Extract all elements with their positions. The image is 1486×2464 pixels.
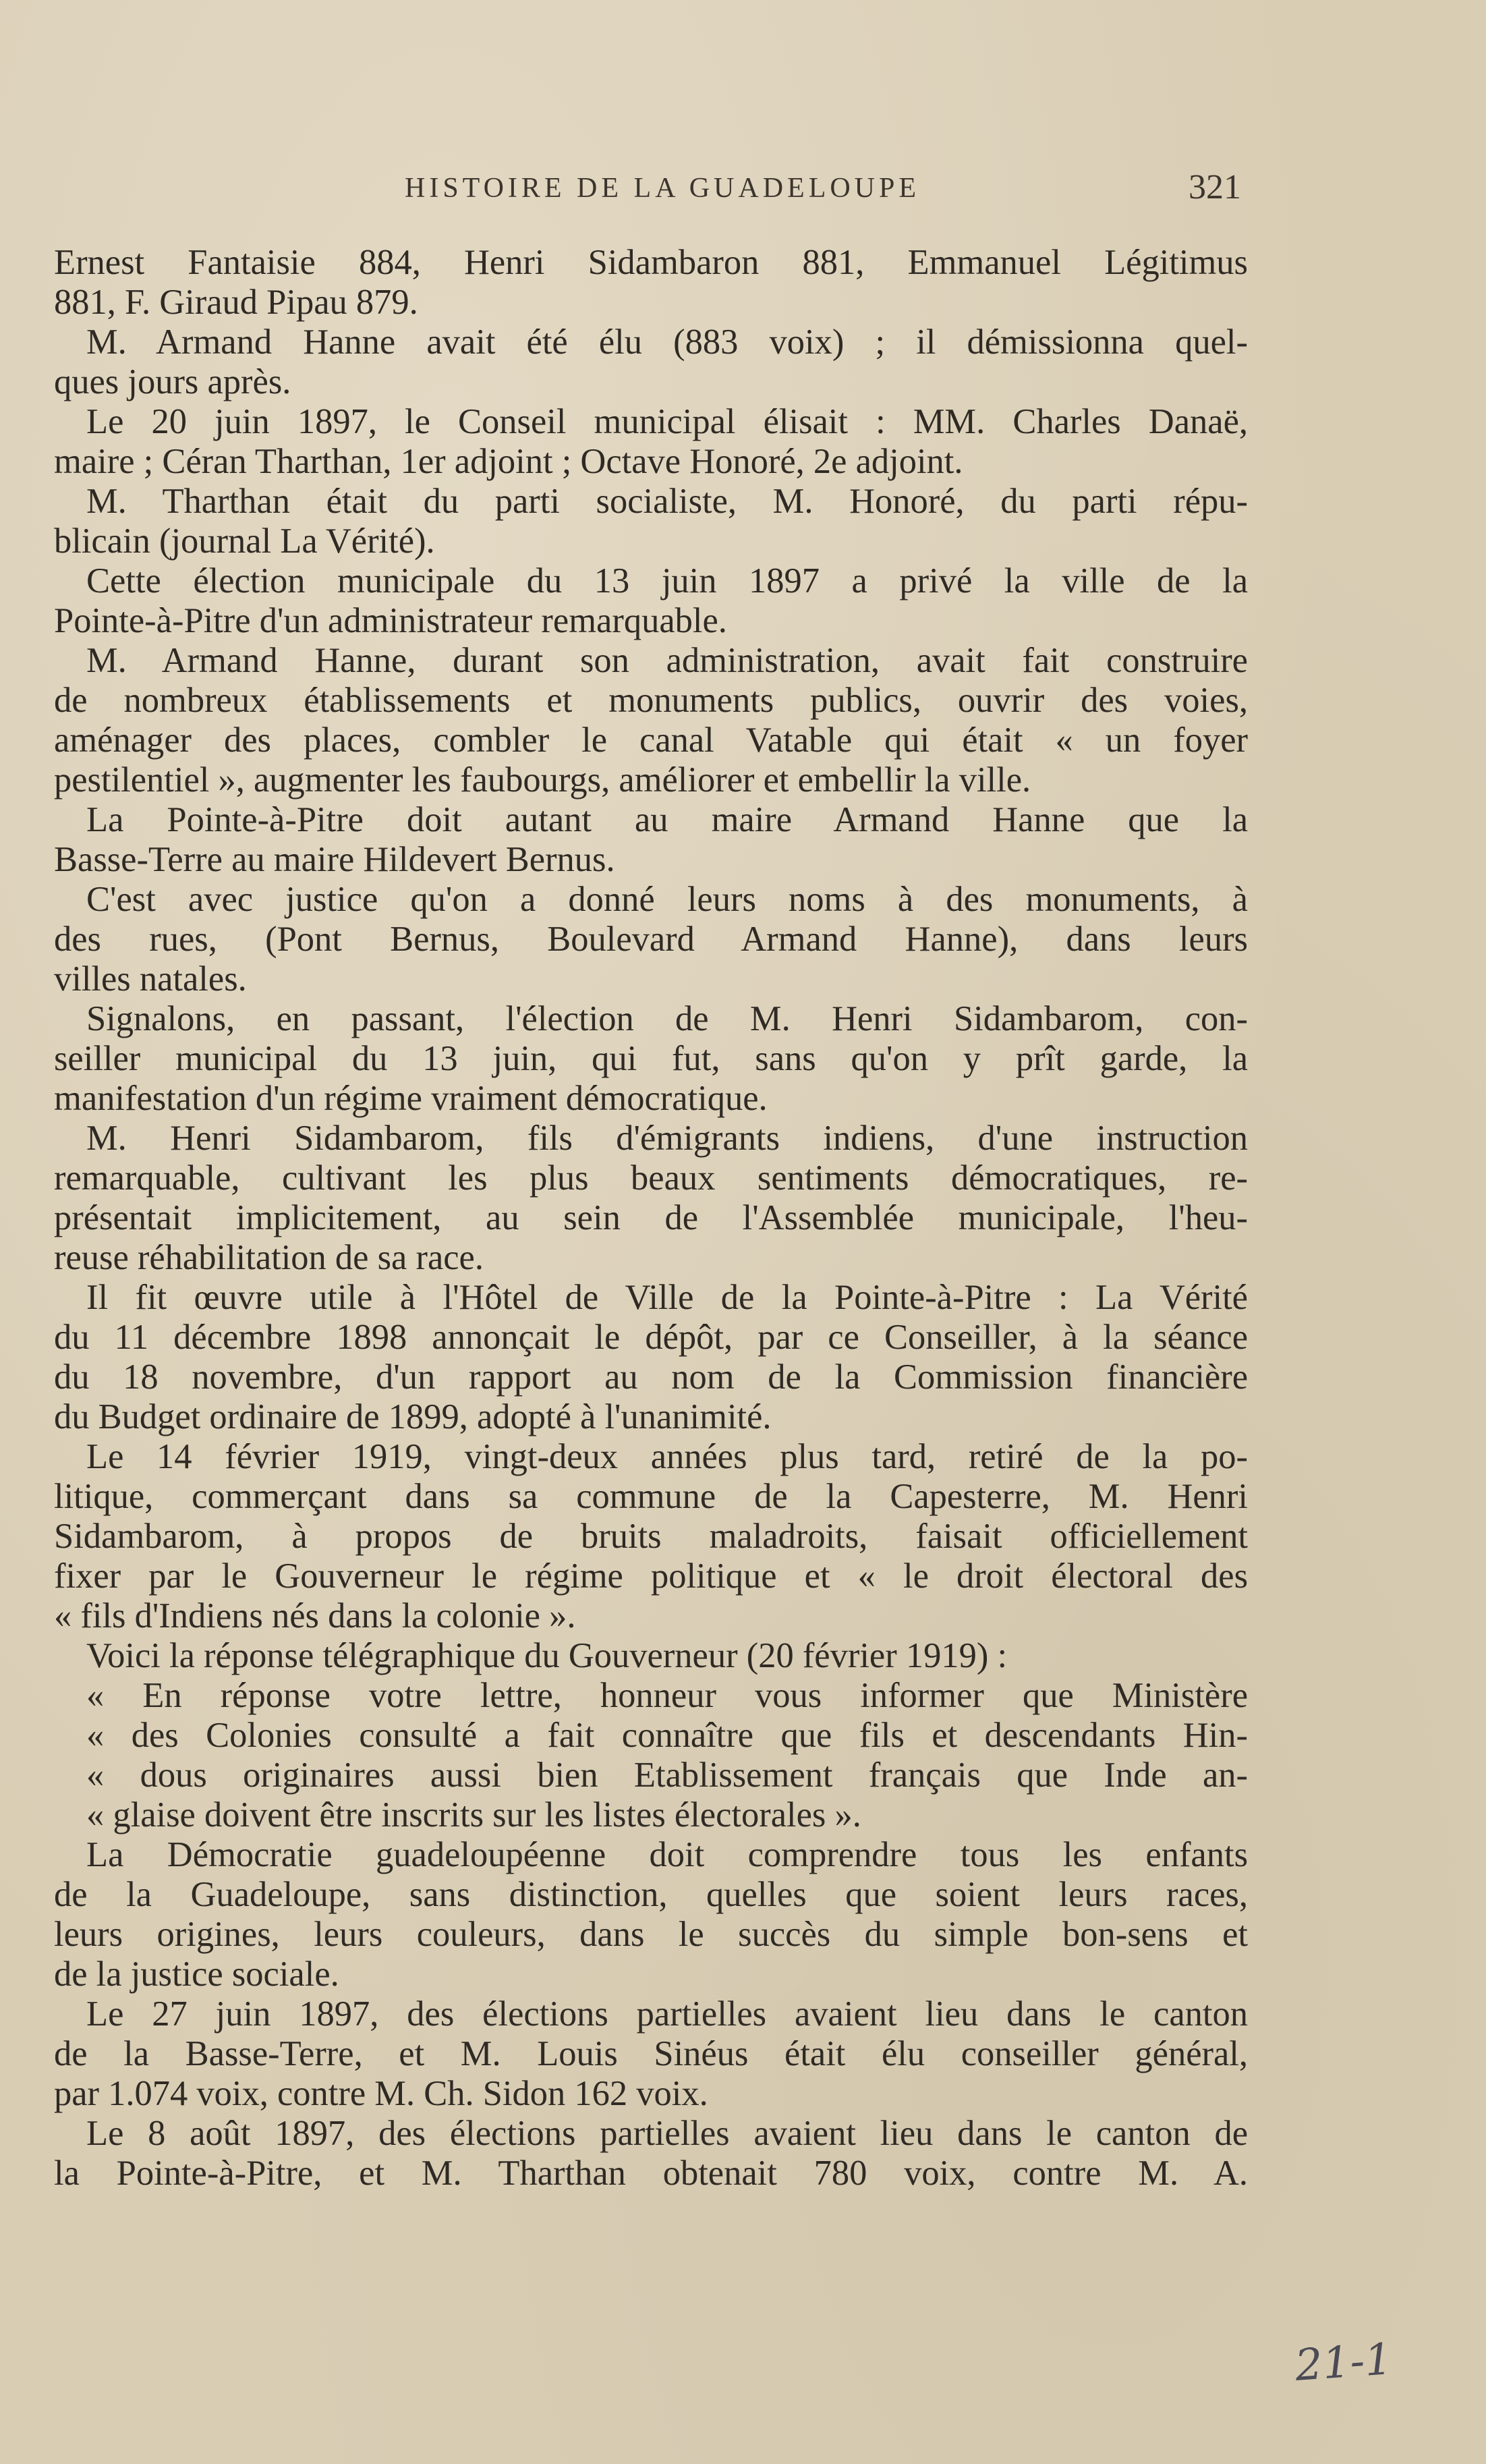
text-line: Le 20 juin 1897, le Conseil municipal élisait : MM. Charles Danaë, <box>86 402 1248 441</box>
text-line: du Budget ordinaire de 1899, adopté à l'unanimité. <box>54 1397 772 1436</box>
text-line: M. Armand Hanne avait été élu (883 voix) ; il démissionna quel- <box>86 323 1248 362</box>
text-line: présentait implicitement, au sein de l'Assemblée municipale, l'heu- <box>54 1198 1248 1237</box>
text-line: fixer par le Gouverneur le régime politique et « le droit électoral des <box>54 1557 1248 1596</box>
text-line: remarquable, cultivant les plus beaux sentiments démocratiques, re- <box>54 1158 1248 1198</box>
text-line: Ernest Fantaisie 884, Henri Sidambaron 881, Emmanuel Légitimus <box>54 243 1248 282</box>
text-line: blicain (journal La Vérité). <box>54 522 435 561</box>
page-number: 321 <box>1189 168 1241 206</box>
text-line: La Démocratie guadeloupéenne doit comprendre tous les enfants <box>86 1835 1248 1874</box>
text-line: reuse réhabilitation de sa race. <box>54 1238 484 1277</box>
text-line: leurs origines, leurs couleurs, dans le succès du simple bon-sens et <box>54 1915 1248 1954</box>
text-line: Le 8 août 1897, des élections partielles avaient lieu dans le canton de <box>86 2114 1248 2153</box>
text-line: La Pointe-à-Pitre doit autant au maire Armand Hanne que la <box>86 800 1248 839</box>
text-line: manifestation d'un régime vraiment démocratique. <box>54 1079 768 1118</box>
text-line: pestilentiel », augmenter les faubourgs, améliorer et embellir la ville. <box>54 760 1031 800</box>
text-line: Il fit œuvre utile à l'Hôtel de Ville de la Pointe-à-Pitre : La Vérité <box>86 1278 1248 1317</box>
text-line: villes natales. <box>54 959 247 999</box>
text-line: 881, F. Giraud Pipau 879. <box>54 283 418 322</box>
text-line: Pointe-à-Pitre d'un administrateur remarquable. <box>54 601 727 640</box>
text-line: « dous originaires aussi bien Etablissement français que Inde an- <box>86 1756 1248 1795</box>
text-line: « fils d'Indiens nés dans la colonie ». <box>54 1596 576 1635</box>
text-line: Sidambarom, à propos de bruits maladroits, faisait officiellement <box>54 1517 1248 1556</box>
text-line: de la Guadeloupe, sans distinction, quelles que soient leurs races, <box>54 1875 1248 1914</box>
body-text <box>54 243 1248 2193</box>
text-line: C'est avec justice qu'on a donné leurs noms à des monuments, à <box>86 880 1248 919</box>
text-line: Voici la réponse télégraphique du Gouverneur (20 février 1919) : <box>86 1636 1008 1675</box>
text-line: Signalons, en passant, l'élection de M. Henri Sidambarom, con- <box>86 999 1248 1038</box>
text-line: la Pointe-à-Pitre, et M. Tharthan obtenait 780 voix, contre M. A. <box>54 2154 1248 2193</box>
text-line: de la Basse-Terre, et M. Louis Sinéus était élu conseiller général, <box>54 2034 1248 2073</box>
text-line: « glaise doivent être inscrits sur les listes électorales ». <box>86 1795 861 1835</box>
text-line: M. Tharthan était du parti socialiste, M. Honoré, du parti répu- <box>86 482 1248 521</box>
text-line: par 1.074 voix, contre M. Ch. Sidon 162 voix. <box>54 2074 708 2113</box>
text-line: du 11 décembre 1898 annonçait le dépôt, par ce Conseiller, à la séance <box>54 1318 1248 1357</box>
text-line: aménager des places, combler le canal Vatable qui était « un foyer <box>54 721 1248 760</box>
text-line: M. Armand Hanne, durant son administration, avait fait construire <box>86 641 1248 680</box>
text-line: de la justice sociale. <box>54 1955 339 1994</box>
text-line: litique, commerçant dans sa commune de la Capesterre, M. Henri <box>54 1477 1248 1516</box>
text-line: de nombreux établissements et monuments publics, ouvrir des voies, <box>54 681 1248 720</box>
text-line: maire ; Céran Tharthan, 1er adjoint ; Octave Honoré, 2e adjoint. <box>54 442 963 481</box>
text-line: des rues, (Pont Bernus, Boulevard Armand Hanne), dans leurs <box>54 920 1248 959</box>
handwritten-note: 21-1 <box>1293 2334 1394 2391</box>
text-line: seiller municipal du 13 juin, qui fut, sans qu'on y prît garde, la <box>54 1039 1248 1078</box>
text-line: « En réponse votre lettre, honneur vous informer que Ministère <box>86 1676 1248 1715</box>
text-line: du 18 novembre, d'un rapport au nom de la Commission financière <box>54 1357 1248 1397</box>
text-line: M. Henri Sidambarom, fils d'émigrants indiens, d'une instruction <box>86 1119 1248 1158</box>
text-line: Le 14 février 1919, vingt-deux années plus tard, retiré de la po- <box>86 1437 1248 1476</box>
text-line: Basse-Terre au maire Hildevert Bernus. <box>54 840 615 879</box>
text-line: Le 27 juin 1897, des élections partielles avaient lieu dans le canton <box>86 1994 1248 2034</box>
text-line: « des Colonies consulté a fait connaître que fils et descendants Hin- <box>86 1716 1248 1755</box>
text-line: ques jours après. <box>54 362 291 401</box>
text-line: Cette élection municipale du 13 juin 1897 a privé la ville de la <box>86 561 1248 600</box>
running-head: HISTOIRE DE LA GUADELOUPE <box>405 173 921 204</box>
